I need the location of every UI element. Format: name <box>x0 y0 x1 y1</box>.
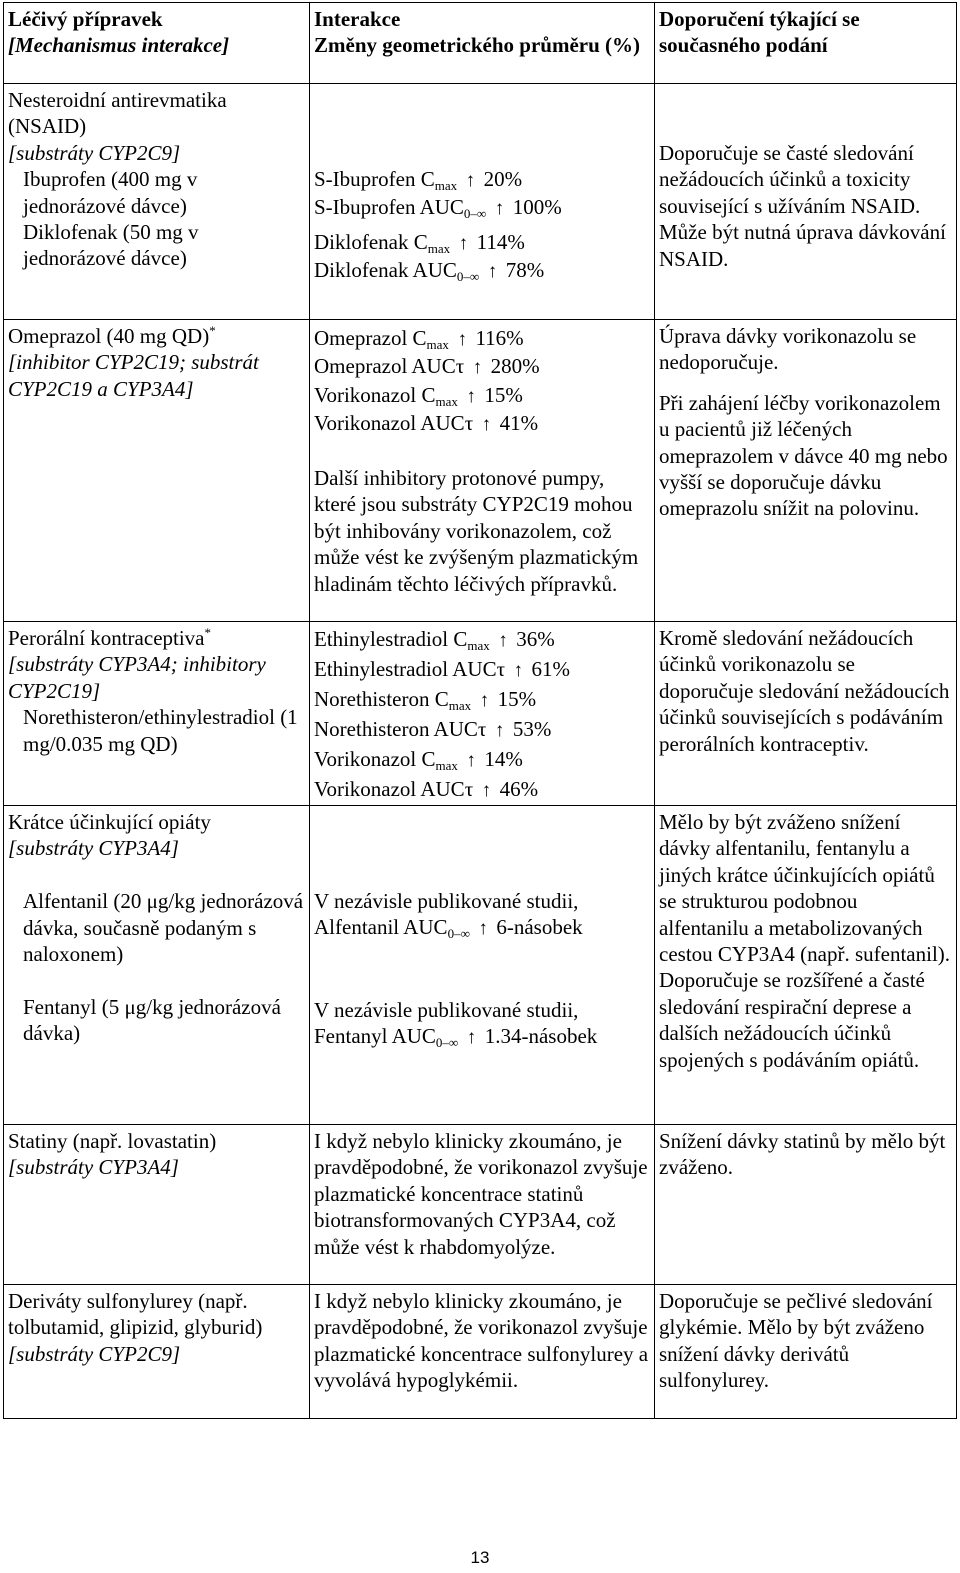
up-arrow-icon: ↑ <box>466 750 476 771</box>
up-arrow-icon: ↑ <box>472 357 483 379</box>
up-arrow-icon: ↑ <box>513 660 524 681</box>
interaction-line: Ethinylestradiol AUCτ ↑ 61% <box>314 655 650 685</box>
up-arrow-icon: ↑ <box>479 690 490 711</box>
interaction-line: Vorikonazol $C_{max}$ ↑ 15% <box>314 382 523 409</box>
interaction-fentanyl-intro: V nezávisle publikované studii, <box>314 997 579 1022</box>
drug-cell-omeprazol <box>4 320 310 622</box>
interaction-cell-statins <box>310 1125 655 1285</box>
drug-name-sulfonylurea: Deriváty sulfonylurey (např. tolbutamid, glipizid, glyburid) <box>8 1289 263 1340</box>
interaction-statins: I když nebylo klinicky zkoumáno, je pravděpodobné, že vorikonazol zvyšuje plazmatické koncentrace statinů biotransformovaných CYP3A4, což může vést k rhabdomyolýze. <box>314 1129 648 1259</box>
interaction-table <box>3 2 957 1419</box>
up-arrow-icon: ↑ <box>465 170 476 191</box>
table-row-contraceptives <box>4 622 957 806</box>
header-drug-label: Léčivý přípravek <box>8 7 163 31</box>
up-arrow-icon: ↑ <box>466 385 476 407</box>
recommendation-statins: Snížení dávky statinů by mělo být zváženo. <box>659 1129 946 1180</box>
up-arrow-icon: ↑ <box>457 329 467 350</box>
drug-diklofenak: Diklofenak (50 mg v jednorázové dávce) <box>23 220 199 271</box>
up-arrow-icon: ↑ <box>466 1027 477 1049</box>
interaction-line: Norethisteron AUCτ ↑ 53% <box>314 715 650 745</box>
interaction-alfentanil-intro: V nezávisle publikované studii, <box>314 889 579 913</box>
recommendation-contraceptives: Kromě sledování nežádoucích účinků vorikonazolu se doporučuje sledování nežádoucích účinků souvisejících s podáváním perorálních kontraceptiv. <box>659 626 950 756</box>
interaction-line: Vorikonazol $C_{max}$ ↑ 14% <box>314 747 523 773</box>
drug-cell-statins <box>4 1125 310 1285</box>
mechanism-opiates: [substráty CYP3A4] <box>8 836 179 861</box>
up-arrow-icon: ↑ <box>498 630 508 651</box>
table-row-sulfonylurea <box>4 1285 957 1419</box>
interaction-line: S-Ibuprofen $AUC_{0-\infty}$ ↑ 100% <box>314 195 562 222</box>
up-arrow-icon: ↑ <box>458 232 469 254</box>
up-arrow-icon: ↑ <box>478 918 488 940</box>
interaction-line: Alfentanil $AUC_{0-\infty}$ ↑ 6-násobek <box>314 915 583 942</box>
table-header-row <box>4 3 957 84</box>
table-row-omeprazol <box>4 320 957 622</box>
header-gmr-label: Změny geometrického průměru (%) <box>314 33 641 58</box>
interaction-line: Fentanyl $AUC_{0-\infty}$ ↑ 1.34-násobek <box>314 1024 598 1051</box>
page-number: 13 <box>470 1548 490 1567</box>
recommendation-cell-contraceptives <box>655 622 957 806</box>
drug-name-contraceptives: Perorální kontraceptiva* <box>8 625 212 650</box>
interaction-sulfonylurea: I když nebylo klinicky zkoumáno, je pravděpodobné, že vorikonazol zvyšuje plazmatické koncentrace sulfonylurey a vyvolává hypoglykémii. <box>314 1289 649 1393</box>
header-cell-drug <box>4 3 310 84</box>
mechanism-sulfonylurea: [substráty CYP2C9] <box>8 1341 181 1366</box>
recommendation-cell-opiates <box>655 806 957 1125</box>
drug-cell-sulfonylurea <box>4 1285 310 1419</box>
table-row-nsaid <box>4 84 957 320</box>
drug-name-nsaid: Nesteroidní antirevmatika (NSAID) <box>8 88 227 139</box>
up-arrow-icon: ↑ <box>494 198 505 220</box>
table-row-opiates <box>4 806 957 1125</box>
interaction-line: Diklofenak $C_{max}$ ↑ 114% <box>314 229 525 256</box>
interaction-line: Vorikonazol AUCτ ↑ 41% <box>314 410 650 438</box>
drug-cell-opiates <box>4 806 310 1125</box>
interaction-line: Ethinylestradiol $C_{max}$ ↑ 36% <box>314 627 555 653</box>
header-cell-interaction <box>310 3 655 84</box>
interaction-cell-opiates <box>310 806 655 1125</box>
interaction-cell-sulfonylurea <box>310 1285 655 1419</box>
recommendation-cell-omeprazol <box>655 320 957 622</box>
interaction-line: S-Ibuprofen $C_{max}$ ↑ 20% <box>314 167 523 193</box>
header-recommendation-label: Doporučení týkající se současného podání <box>659 7 860 58</box>
header-mechanism-label: [Mechanismus interakce] <box>8 33 230 58</box>
recommendation-cell-statins <box>655 1125 957 1285</box>
drug-norethisteron-ethinylestradiol: Norethisteron/ethinylestradiol (1 mg/0.035 mg QD) <box>23 705 298 756</box>
mechanism-omeprazol: [inhibitor CYP2C19; substrát CYP2C19 a CYP3A4] <box>8 350 259 401</box>
recommendation-omeprazol-2: Při zahájení léčby vorikonazolem u pacientů již léčených omeprazolem v dávce 40 mg nebo vyšší se doporučuje dávku omeprazolu snížit na polovinu. <box>659 390 948 521</box>
recommendation-opiates: Mělo by být zváženo snížení dávky alfentanilu, fentanylu a jiných krátce účinkujících opiátů se strukturou podobnou alfentanilu a metabolizovaných cestou CYP3A4 (např. sufentanil). Doporučuje se rozšířené a časté sledování respirační deprese a dalších nežádoucích účinků spojených s podáváním opiátů. <box>659 810 951 1072</box>
up-arrow-icon: ↑ <box>487 261 498 283</box>
interaction-line: Omeprazol $C_{max}$ ↑ 116% <box>314 326 524 352</box>
interaction-cell-nsaid <box>310 84 655 320</box>
recommendation-cell-nsaid <box>655 84 957 320</box>
drug-cell-contraceptives <box>4 622 310 806</box>
recommendation-cell-sulfonylurea <box>655 1285 957 1419</box>
interaction-note-omeprazol: Další inhibitory protonové pumpy, které jsou substráty CYP2C19 mohou být inhibovány vorikonazolem, což může vést ke zvýšeným plazmatickým hladinám těchto léčivých přípravků. <box>314 466 639 596</box>
mechanism-contraceptives: [substráty CYP3A4; inhibitory CYP2C19] <box>8 652 266 703</box>
interaction-line: Omeprazol AUCτ ↑ 280% <box>314 353 650 381</box>
up-arrow-icon: ↑ <box>481 780 492 801</box>
drug-name-statins: Statiny (např. lovastatin) <box>8 1129 217 1153</box>
drug-name-omeprazol: Omeprazol (40 mg QD)* <box>8 323 216 348</box>
mechanism-nsaid: [substráty CYP2C9] <box>8 140 181 165</box>
drug-alfentanil: Alfentanil (20 μg/kg jednorázová dávka, současně podaným s naloxonem) <box>23 889 304 967</box>
header-interaction-label: Interakce <box>314 7 401 31</box>
recommendation-nsaid: Doporučuje se časté sledování nežádoucích účinků a toxicity související s užíváním NSAID. Může být nutná úprava dávkování NSAID. <box>659 141 946 271</box>
up-arrow-icon: ↑ <box>494 720 505 741</box>
header-cell-recommendation <box>655 3 957 84</box>
table-row-statins <box>4 1125 957 1285</box>
drug-cell-nsaid <box>4 84 310 320</box>
recommendation-omeprazol-1: Úprava dávky vorikonazolu se nedoporučuje. <box>659 324 917 375</box>
mechanism-statins: [substráty CYP3A4] <box>8 1155 179 1180</box>
interaction-line: Vorikonazol AUCτ ↑ 46% <box>314 775 650 805</box>
interaction-line: Diklofenak $AUC_{0-\infty}$ ↑ 78% <box>314 258 545 285</box>
drug-fentanyl: Fentanyl (5 μg/kg jednorázová dávka) <box>23 994 281 1046</box>
interaction-cell-contraceptives <box>310 622 655 806</box>
drug-ibuprofen: Ibuprofen (400 mg v jednorázové dávce) <box>23 167 198 218</box>
recommendation-sulfonylurea: Doporučuje se pečlivé sledování glykémie. Mělo by být zváženo snížení dávky derivátů sulfonylurey. <box>659 1289 933 1393</box>
drug-name-opiates: Krátce účinkující opiáty <box>8 810 211 834</box>
interaction-cell-omeprazol <box>310 320 655 622</box>
up-arrow-icon: ↑ <box>481 414 492 436</box>
interaction-line: Norethisteron $C_{max}$ ↑ 15% <box>314 687 537 713</box>
